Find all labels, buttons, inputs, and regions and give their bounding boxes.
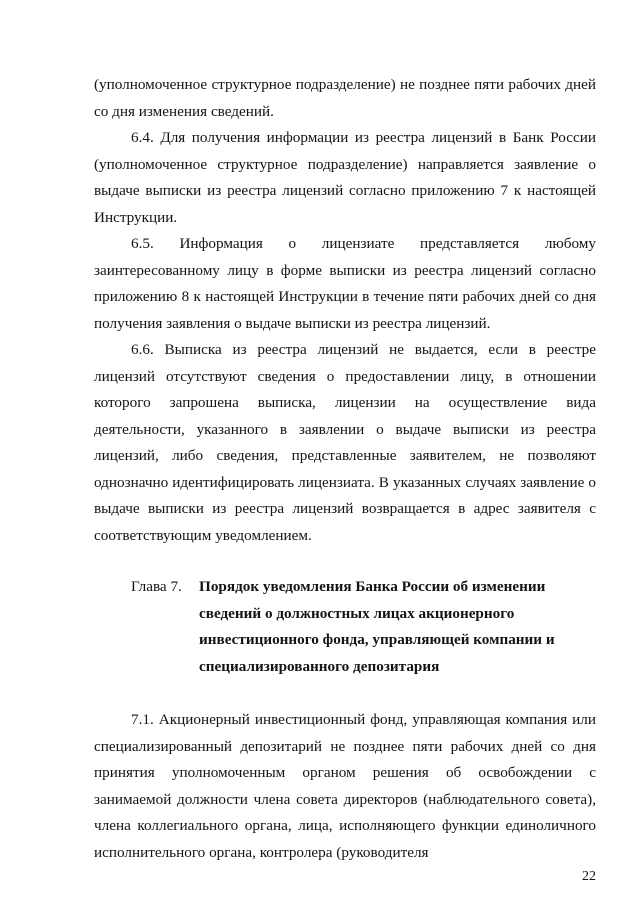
chapter-title: Порядок уведомления Банка России об изменении сведений о должностных лицах акционерного инвестиционного фонда, управляющей компании и специализированного депозитария [199, 578, 555, 675]
paragraph-6-4: 6.4. Для получения информации из реестра лицензий в Банк России (уполномоченное структурное подразделение) направляется заявление о выдаче выписки из реестра лицензий согласно приложению 7 к настоящей Инструкции. [94, 129, 596, 226]
paragraph-7-1: 7.1. Акционерный инвестиционный фонд, управляющая компания или специализированный депозитарий не позднее пяти рабочих дней со дня принятия уполномоченным органом решения об освобождении с занимаемой должности члена совета директоров (наблюдательного совета), члена коллегиального органа, лица, исполняющего функции единоличного исполнительного органа, контролера (руководителя [94, 711, 596, 861]
paragraph-6-6: 6.6. Выписка из реестра лицензий не выдается, если в реестре лицензий отсутствуют сведения о предоставлении лицу, в отношении которого запрошена выписка, лицензии на осуществление вида деятельности, указанного в заявлении о выдаче выписки из реестра лицензий, либо сведения, представленные заявителем, не позволяют однозначно идентифицировать лицензиата. В указанных случаях заявление о выдаче выписки из реестра лицензий возвращается в адрес заявителя с соответствующим уведомлением. [94, 341, 596, 544]
page-number: 22 [582, 869, 596, 884]
chapter-label: Глава 7. [131, 578, 182, 595]
paragraph-continuation: (уполномоченное структурное подразделение) не позднее пяти рабочих дней со дня изменения сведений. [94, 76, 596, 120]
paragraph-6-5: 6.5. Информация о лицензиате представляется любому заинтересованному лицу в форме выписки из реестра лицензий согласно приложению 8 к настоящей Инструкции в течение пяти рабочих дней со дня получения заявления о выдаче выписки из реестра лицензий. [94, 235, 596, 332]
